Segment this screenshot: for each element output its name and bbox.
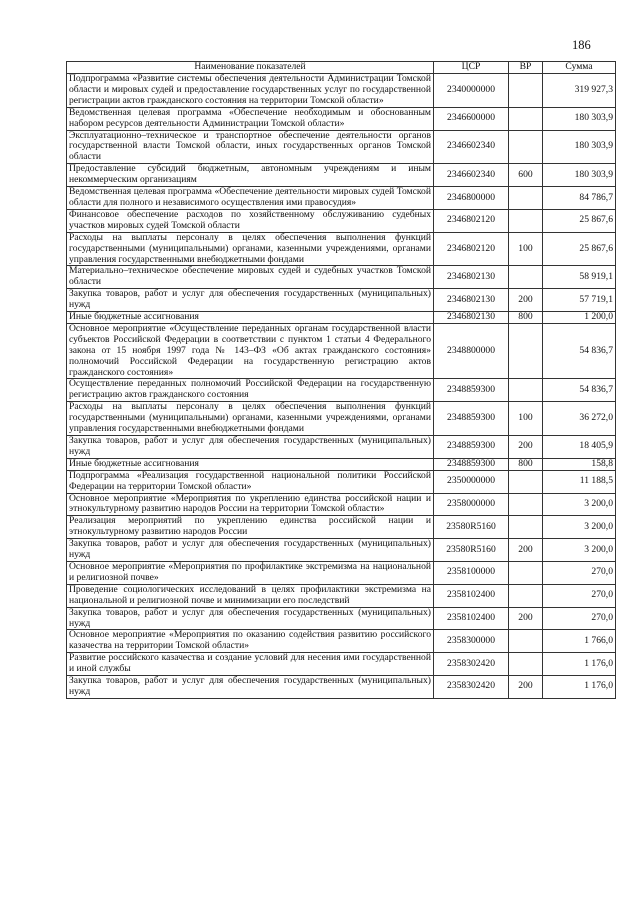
cell-sum: 57 719,1 [543,289,616,312]
cell-sum: 180 303,9 [543,107,616,130]
table-row [67,164,616,187]
table-row [67,458,616,470]
table-row [67,436,616,459]
cell-csr: 2348859300 [434,402,509,436]
cell-vr [509,653,543,676]
cell-csr: 2346802130 [434,289,509,312]
cell-name: Проведение социологических исследований в целях профилактики экстремизма на национальной и религиозной почве и минимизации его последствий [67,584,434,607]
cell-csr: 2346802130 [434,266,509,289]
cell-sum: 1 200,0 [543,312,616,324]
cell-vr [509,379,543,402]
cell-csr: 2348859300 [434,458,509,470]
cell-name: Иные бюджетные ассигнования [67,312,434,324]
cell-csr: 2358102400 [434,607,509,630]
cell-sum: 58 919,1 [543,266,616,289]
cell-csr: 23580R5160 [434,516,509,539]
cell-vr: 200 [509,289,543,312]
cell-sum: 11 188,5 [543,470,616,493]
cell-vr: 200 [509,539,543,562]
cell-name: Подпрограмма «Реализация государственной национальной политики Российской Федерации на территории Томской области» [67,470,434,493]
cell-sum: 54 836,7 [543,323,616,379]
cell-vr: 200 [509,436,543,459]
cell-csr: 2348859300 [434,436,509,459]
cell-name: Эксплуатационно–техническое и транспортное обеспечение деятельности органов государственной власти Томской области, иных государственных органов Томской области [67,130,434,164]
cell-vr [509,130,543,164]
cell-name: Основное мероприятие «Мероприятия по укреплению единства российской нации и этнокультурному развитию народов России на территории Томской области» [67,493,434,516]
table-row [67,312,616,324]
cell-name: Финансовое обеспечение расходов по хозяйственному обслуживанию судебных участков мировых судей Томской области [67,209,434,232]
cell-sum: 25 867,6 [543,209,616,232]
table-row [67,289,616,312]
cell-name: Основное мероприятие «Осуществление переданных органам государственной власти субъектов Российской Федерации в соответствии с пунктом 1 статьи 4 Федерального закона от 15 ноября 1997 года № 143–ФЗ «Об актах гражданского состояния» полномочий Российской Федерации на государственную регистрацию актов гражданского состояния» [67,323,434,379]
cell-csr: 2358102400 [434,584,509,607]
cell-vr: 100 [509,232,543,266]
cell-sum: 3 200,0 [543,516,616,539]
cell-csr: 2348800000 [434,323,509,379]
cell-csr: 2346802130 [434,312,509,324]
cell-name: Закупка товаров, работ и услуг для обеспечения государственных (муниципальных) нужд [67,539,434,562]
cell-vr: 600 [509,164,543,187]
header-sum: Сумма [543,62,616,74]
cell-name: Расходы на выплаты персоналу в целях обеспечения выполнения функций государственными (муниципальными) органами, казенными учреждениями, органами управления государственными внебюджетными фондами [67,402,434,436]
cell-sum: 158,8 [543,458,616,470]
cell-name: Основное мероприятие «Мероприятия по профилактике экстремизма на национальной и религиозной почве» [67,561,434,584]
cell-sum: 84 786,7 [543,187,616,210]
cell-sum: 270,0 [543,561,616,584]
cell-sum: 36 272,0 [543,402,616,436]
cell-vr [509,561,543,584]
table-row [67,379,616,402]
cell-csr: 2346800000 [434,187,509,210]
cell-csr: 2346602340 [434,130,509,164]
cell-vr [509,74,543,108]
cell-sum: 180 303,9 [543,164,616,187]
table-row [67,630,616,653]
cell-csr: 2350000000 [434,470,509,493]
header-vr: ВР [509,62,543,74]
table-row [67,516,616,539]
table-row [67,107,616,130]
cell-csr: 2346802120 [434,232,509,266]
cell-vr [509,323,543,379]
cell-vr [509,209,543,232]
table-row [67,187,616,210]
cell-vr: 100 [509,402,543,436]
cell-sum: 180 303,9 [543,130,616,164]
cell-csr: 23580R5160 [434,539,509,562]
cell-csr: 2358300000 [434,630,509,653]
cell-vr [509,516,543,539]
table-row [67,493,616,516]
cell-vr [509,584,543,607]
header-name: Наименование показателей [67,62,434,74]
table-row [67,323,616,379]
table-row [67,470,616,493]
table-row [67,266,616,289]
cell-csr: 2358302420 [434,676,509,699]
cell-sum: 3 200,0 [543,493,616,516]
cell-name: Осуществление переданных полномочий Российской Федерации на государственную регистрацию актов гражданского состояния [67,379,434,402]
cell-name: Закупка товаров, работ и услуг для обеспечения государственных (муниципальных) нужд [67,676,434,699]
cell-vr: 800 [509,312,543,324]
budget-table [66,61,616,699]
cell-csr: 2358100000 [434,561,509,584]
cell-vr [509,107,543,130]
table-row [67,561,616,584]
table-row [67,653,616,676]
cell-csr: 2346602340 [434,164,509,187]
cell-vr: 200 [509,676,543,699]
table-row [67,130,616,164]
cell-vr [509,266,543,289]
cell-name: Основное мероприятие «Мероприятия по оказанию содействия развитию российского казачества на территории Томской области» [67,630,434,653]
cell-name: Иные бюджетные ассигнования [67,458,434,470]
cell-name: Закупка товаров, работ и услуг для обеспечения государственных (муниципальных) нужд [67,436,434,459]
table-row [67,539,616,562]
cell-sum: 270,0 [543,607,616,630]
cell-sum: 1 176,0 [543,653,616,676]
cell-csr: 2358000000 [434,493,509,516]
cell-vr [509,630,543,653]
cell-name: Ведомственная целевая программа «Обеспечение необходимым и обоснованным набором ресурсов деятельности Администрации Томской области» [67,107,434,130]
cell-name: Материально–техническое обеспечение мировых судей и судебных участков Томской области [67,266,434,289]
page-number: 186 [572,38,591,52]
table-row [67,584,616,607]
cell-sum: 54 836,7 [543,379,616,402]
table-row [67,607,616,630]
table-row [67,402,616,436]
cell-csr: 2340000000 [434,74,509,108]
cell-vr [509,187,543,210]
cell-sum: 1 766,0 [543,630,616,653]
cell-vr: 800 [509,458,543,470]
header-csr: ЦСР [434,62,509,74]
cell-sum: 270,0 [543,584,616,607]
cell-csr: 2358302420 [434,653,509,676]
cell-vr [509,493,543,516]
cell-sum: 1 176,0 [543,676,616,699]
cell-name: Закупка товаров, работ и услуг для обеспечения государственных (муниципальных) нужд [67,289,434,312]
cell-sum: 3 200,0 [543,539,616,562]
cell-name: Реализация мероприятий по укреплению единства российской нации и этнокультурному развитию народов России [67,516,434,539]
cell-name: Ведомственная целевая программа «Обеспечение деятельности мировых судей Томской области для полного и независимого осуществления ими правосудия» [67,187,434,210]
table-row [67,74,616,108]
cell-name: Предоставление субсидий бюджетным, автономным учреждениям и иным некоммерческим организациям [67,164,434,187]
cell-csr: 2348859300 [434,379,509,402]
cell-sum: 25 867,6 [543,232,616,266]
cell-name: Закупка товаров, работ и услуг для обеспечения государственных (муниципальных) нужд [67,607,434,630]
cell-sum: 18 405,9 [543,436,616,459]
cell-vr [509,470,543,493]
cell-sum: 319 927,3 [543,74,616,108]
cell-name: Расходы на выплаты персоналу в целях обеспечения выполнения функций государственными (муниципальными) органами, казенными учреждениями, органами управления государственными внебюджетными фондами [67,232,434,266]
cell-csr: 2346600000 [434,107,509,130]
cell-vr: 200 [509,607,543,630]
cell-name: Развитие российского казачества и создание условий для несения ими государственной и иной службы [67,653,434,676]
cell-name: Подпрограмма «Развитие системы обеспечения деятельности Администрации Томской области и мировых судей и предоставление государственных услуг по государственной регистрации актов гражданского состояния на территории Томской области» [67,74,434,108]
table-row [67,676,616,699]
cell-csr: 2346802120 [434,209,509,232]
table-row [67,232,616,266]
table-header-row [67,62,616,74]
table-row [67,209,616,232]
